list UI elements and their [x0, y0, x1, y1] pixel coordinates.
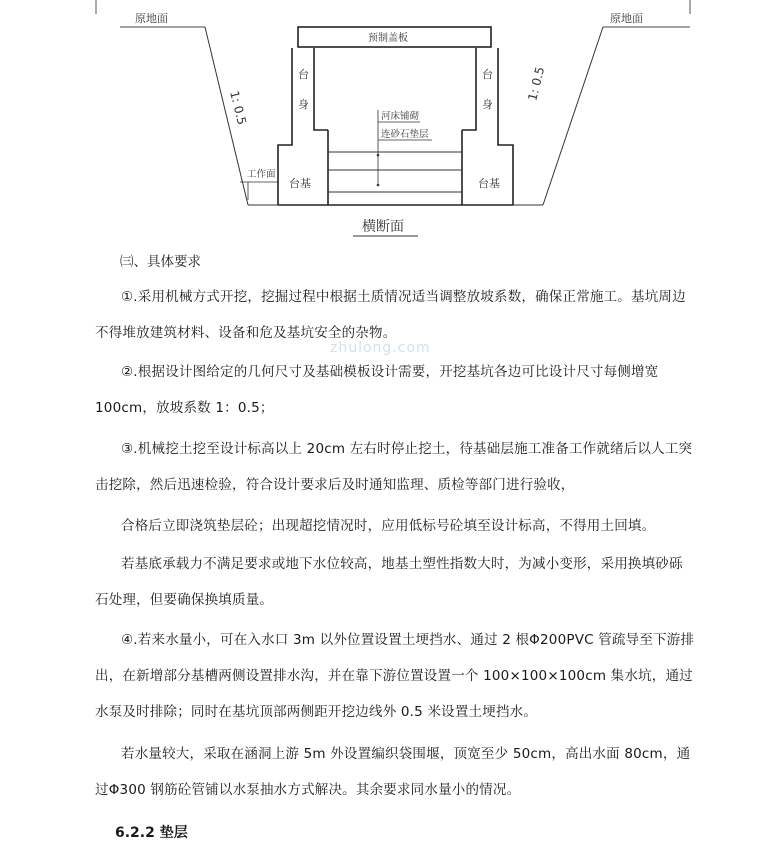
subsection-heading-6-2-2: 6.2.2 垫层: [115, 825, 188, 841]
label-riverbed-2: 连砂石垫层: [381, 129, 429, 140]
label-top-slab: 预制盖板: [368, 33, 408, 44]
paragraph-2: ②.根据设计图给定的几何尺寸及基础模板设计需要，开挖基坑各边可比设计尺寸每侧增宽100cm，放坡系数 1：0.5；: [95, 364, 659, 416]
label-work-face: 工作面: [247, 169, 276, 180]
paragraph-3: ③.机械挖土挖至设计标高以上 20cm 左右时停止挖土，待基础层施工准备工作就绪后以人工突击挖除，然后迅速检验，符合设计要求后及时通知监理、质检等部门进行验收，: [95, 441, 693, 493]
label-base-right: 台基: [478, 177, 500, 190]
label-abutment-right-b: 身: [482, 98, 493, 111]
label-slope-right: 1: 0.5: [525, 65, 548, 103]
paragraph-6: ④.若来水量小，可在入水口 3m 以外位置设置土埂挡水、通过 2 根Φ200PVC 管疏导至下游排出，在新增部分基槽两侧设置排水沟，并在靠下游位置设置一个 100×100×100cm 集水坑，通过水泵及时排除；同时在基坑顶部两侧距开挖边线外 0.5 米设置土埂挡水。: [95, 632, 695, 720]
abutment-left-inner: [314, 48, 328, 130]
diagram-caption: 横断面: [362, 219, 404, 235]
label-base-left: 台基: [289, 177, 311, 190]
label-abutment-left-a: 台: [298, 68, 309, 81]
label-ground-right: 原地面: [610, 12, 643, 25]
label-slope-left: 1: 0.5: [227, 89, 250, 127]
paragraph-4: 合格后立即浇筑垫层砼；出现超挖情况时，应用低标号砼填至设计标高，不得用土回填。: [121, 518, 656, 534]
label-ground-left: 原地面: [135, 12, 168, 25]
label-abutment-left-b: 身: [298, 98, 309, 111]
paragraph-5: 若基底承载力不满足要求或地下水位较高，地基土塑性指数大时，为减小变形，采用换填砂砾石处理，但要确保换填质量。: [95, 556, 683, 608]
watermark: zhulong.com: [330, 340, 431, 356]
abutment-right-outline: [498, 48, 513, 205]
paragraph-7: 若水量较大，采取在涵洞上游 5m 外设置编织袋围堰，顶宽至少 50cm，高出水面 80cm，通过Φ300 钢筋砼管铺以水泵抽水方式解决。其余要求同水量小的情况。: [95, 746, 691, 798]
cross-section-diagram: [0, 0, 774, 245]
label-riverbed-1: 河床铺砌: [381, 111, 420, 122]
slope-line-right: [543, 27, 603, 205]
section-heading: ㈢、具体要求: [120, 254, 201, 270]
abutment-right-inner: [462, 48, 476, 130]
label-abutment-right-a: 台: [482, 68, 493, 81]
paragraph-1: ①.采用机械方式开挖，挖掘过程中根据土质情况适当调整放坡系数，确保正常施工。基坑周边不得堆放建筑材料、设备和危及基坑安全的杂物。: [95, 289, 686, 341]
